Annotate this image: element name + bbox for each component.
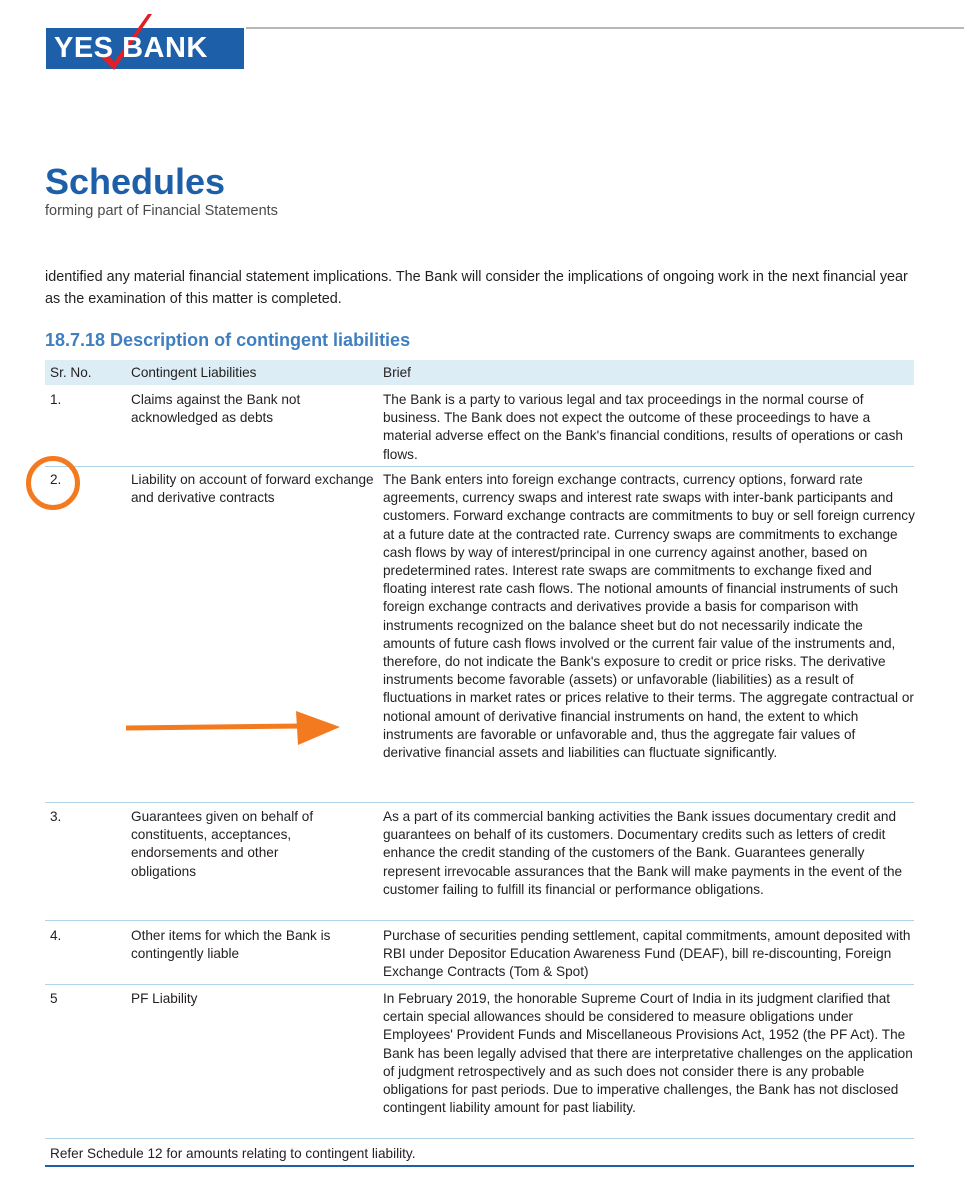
row-divider <box>45 984 914 985</box>
row-number: 2. <box>50 472 62 487</box>
liability-brief: As a part of its commercial banking activities the Bank issues documentary credit and guarantees on behalf of its customers. Documentary credits such as letters of credit enhance the credit standing of the customers of the Bank. Guarantees generally represent irrevocable assurances that the Bank will make payments in the event of the customer failing to fulfill its financial or performance obligations. <box>383 809 903 897</box>
row-number: 3. <box>50 809 62 824</box>
row-number: 4. <box>50 928 62 943</box>
page-title: Schedules <box>45 161 226 202</box>
column-header-brief: Brief <box>383 365 411 380</box>
yes-bank-logo <box>46 28 244 69</box>
liability-name: Liability on account of forward exchange and derivative contracts <box>131 472 374 506</box>
row-number: 5 <box>50 991 58 1006</box>
liability-name: Claims against the Bank not acknowledged as debts <box>131 392 301 426</box>
footer-divider <box>45 1165 914 1167</box>
row-divider <box>45 466 914 467</box>
intro-paragraph: identified any material financial statement implications. The Bank will consider the implications of ongoing work in the next financial year as the examination of this matter is completed. <box>45 269 908 307</box>
liability-name: Guarantees given on behalf of constituents, acceptances, endorsements and other obligations <box>131 809 314 879</box>
circle-highlight-icon <box>26 456 80 510</box>
liability-brief: The Bank is a party to various legal and tax proceedings in the normal course of business. The Bank does not expect the outcome of these proceedings to have a material adverse effect on the Bank's financial conditions, results of operations or cash flows. <box>383 392 903 462</box>
liability-name: PF Liability <box>131 991 198 1006</box>
arrow-right-icon <box>126 708 346 748</box>
section-heading: 18.7.18 Description of contingent liabilities <box>45 330 411 350</box>
header-divider <box>246 27 964 29</box>
liability-brief: In February 2019, the honorable Supreme Court of India in its judgment clarified that certain special allowances should be considered to measure obligations under Employees' Provident Funds and Miscellaneous Provisions Act, 1952 (the PF Act). The Bank has been legally advised that there are interpretative challenges on the application of judgment retrospectively and as such does not consider there is any probable obligations for past periods. Due to imperative challenges, the Bank has not disclosed contingent liability amount for past liability. <box>383 991 913 1116</box>
column-header-sr-no: Sr. No. <box>50 365 92 380</box>
page-subtitle: forming part of Financial Statements <box>45 203 278 219</box>
row-divider <box>45 802 914 803</box>
liability-brief: The Bank enters into foreign exchange contracts, currency options, forward rate agreements, currency swaps and interest rate swaps with inter-bank participants and customers. Forward exchange contracts are commitments to buy or sell foreign currency at a future date at the contracted rate. Currency swaps are commitments to exchange cash flows by way of interest/principal in one currency against another, based on predetermined rates. Interest rate swaps are commitments to exchange fixed and floating interest rate cash flows. The notional amounts of financial instruments of such foreign exchange contracts and derivatives provide a basis for comparison with instruments recognized on the balance sheet but do not necessarily indicate the amounts of future cash flows involved or the current fair value of the instruments and, therefore, do not indicate the Bank's exposure to credit or price risks. The derivative instruments become favorable (assets) or unfavorable (liabilities) as a result of fluctuations in market rates or prices relative to their terms. The aggregate contractual or notional amount of derivative financial instruments on hand, the extent to which instruments are favorable or unfavorable and, thus the aggregate fair values of derivative financial assets and liabilities can fluctuate significantly. <box>383 472 915 761</box>
table-header <box>45 360 914 385</box>
row-divider <box>45 1138 914 1139</box>
logo-text: YES BANK <box>54 32 208 64</box>
column-header-liabilities: Contingent Liabilities <box>131 365 257 380</box>
row-divider <box>45 920 914 921</box>
liability-name: Other items for which the Bank is contingently liable <box>131 928 331 962</box>
row-number: 1. <box>50 392 62 407</box>
liability-brief: Purchase of securities pending settlement, capital commitments, amount deposited with RBI under Depositor Education Awareness Fund (DEAF), bill re-discounting, Foreign Exchange Contracts (Tom & Spot) <box>383 928 911 980</box>
footer-note: Refer Schedule 12 for amounts relating to contingent liability. <box>50 1146 416 1161</box>
